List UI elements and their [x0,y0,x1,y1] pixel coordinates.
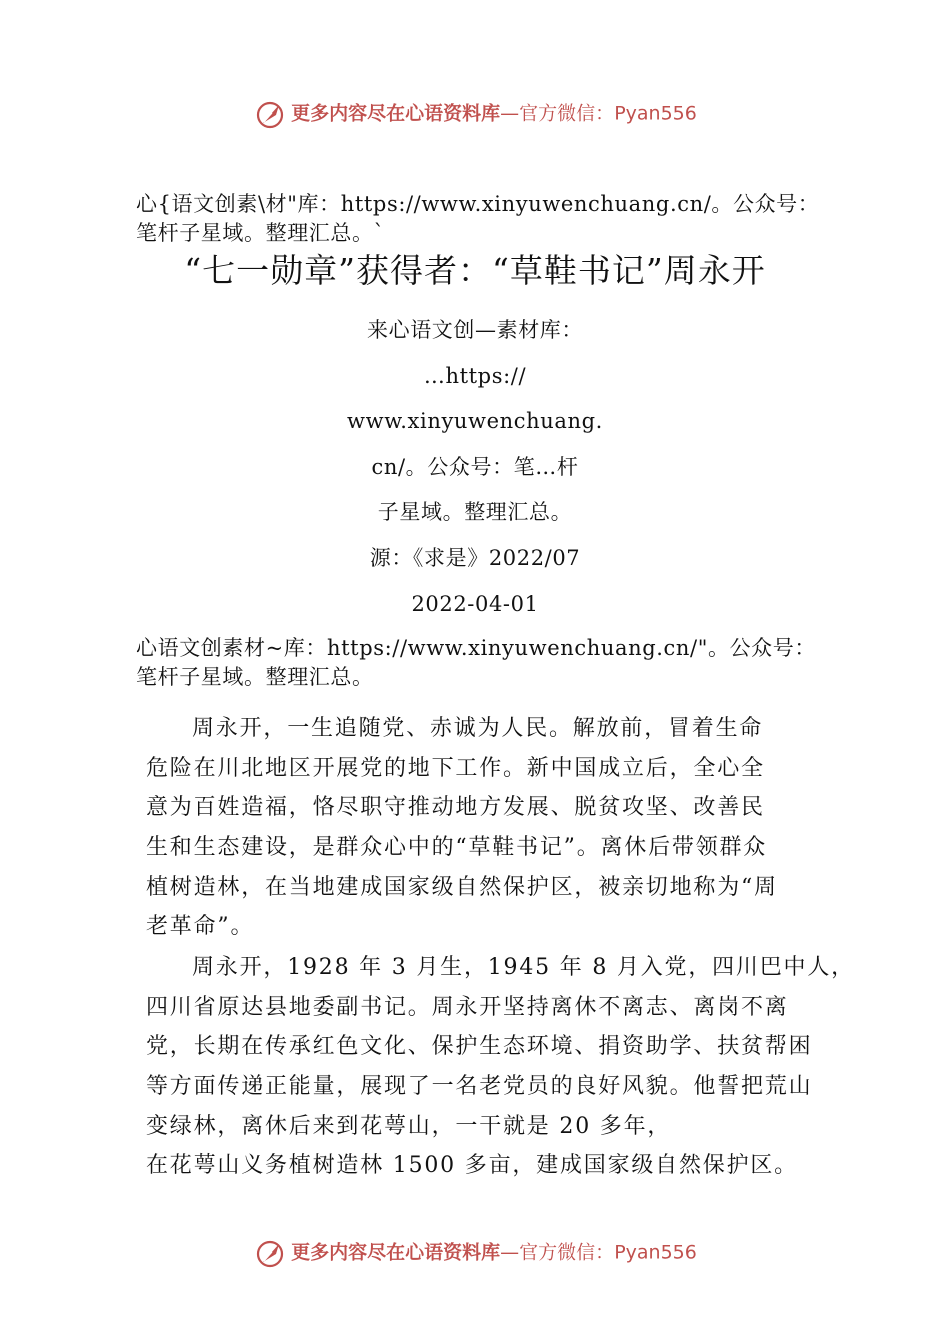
paragraph-2 [146,953,855,1191]
banner-side-text: 官方微信： [519,102,615,125]
footer-watermark-banner [0,1237,950,1268]
banner-dash: — [500,1241,520,1264]
paragraph-line: 植树造林，在当地建成国家级自然保护区，被亲切地称为“周 [146,874,778,900]
paragraph-line: 四川省原达县地委副书记。周永开坚持离休不离志、离岗不离 [146,994,789,1020]
quill-logo-icon [253,1238,287,1268]
source-line: 子星域。整理汇总。 [377,500,573,525]
paragraph-line: 在花萼山义务植树造林 1500 多亩，建成国家级自然保护区。 [146,1153,798,1179]
source-info-block [0,315,950,634]
banner-wechat-id: Pyan556 [614,1241,697,1264]
source-line: cn/。公众号：笔…杆 [371,454,579,479]
source-line: 源：《求是》2022/07 [369,545,581,570]
banner-main-text: 更多内容尽在心语资料库 [291,1241,501,1264]
watermark-note-mid: 心语文创素材~库：https://www.xinyuwenchuang.cn/"。公众号：笔杆子星域。整理汇总。 [136,636,816,689]
paragraph-line: 周永开，1928 年 3 月生，1945 年 8 月入党，四川巴中人， [192,955,855,980]
paragraph-line: 老革命”。 [146,914,255,940]
quill-logo-icon [253,99,287,129]
paragraph-line: 等方面传递正能量，展现了一名老党员的良好风貌。他誓把荒山 [146,1074,813,1100]
page-title: “七一勋章”获得者：“草鞋书记”周永开 [184,251,766,290]
paragraph-line: 意为百姓造福，恪尽职守推动地方发展、脱贫攻坚、改善民 [146,795,765,821]
paragraph-line: 危险在川北地区开展党的地下工作。新中国成立后，全心全 [146,755,765,781]
banner-wechat-id: Pyan556 [614,102,697,125]
paragraph-line: 变绿林，离休后来到花萼山，一干就是 20 多年， [146,1113,672,1139]
source-line: 来心语文创—素材库： [367,318,583,342]
source-line: www.xinyuwenchuang. [347,409,603,434]
banner-main-text: 更多内容尽在心语资料库 [291,102,501,125]
paragraph-line: 党，长期在传承红色文化、保护生态环境、捐资助学、扶贫帮困 [146,1034,813,1060]
paragraph-line: 周永开，一生追随党、赤诚为人民。解放前，冒着生命 [192,716,764,741]
watermark-note-top: 心{语文创素\材"库：https://www.xinyuwenchuang.cn/。公众号：笔杆子星域。整理汇总。` [136,192,820,245]
source-line: …https:// [423,363,527,388]
banner-side-text: 官方微信： [519,1241,615,1264]
paragraph-line: 生和生态建设，是群众心中的“草鞋书记”。离休后带领群众 [146,835,768,861]
header-watermark-banner [0,98,950,129]
banner-dash: — [500,102,520,125]
paragraph-1 [146,714,846,952]
date-line: 2022-04-01 [411,591,539,616]
